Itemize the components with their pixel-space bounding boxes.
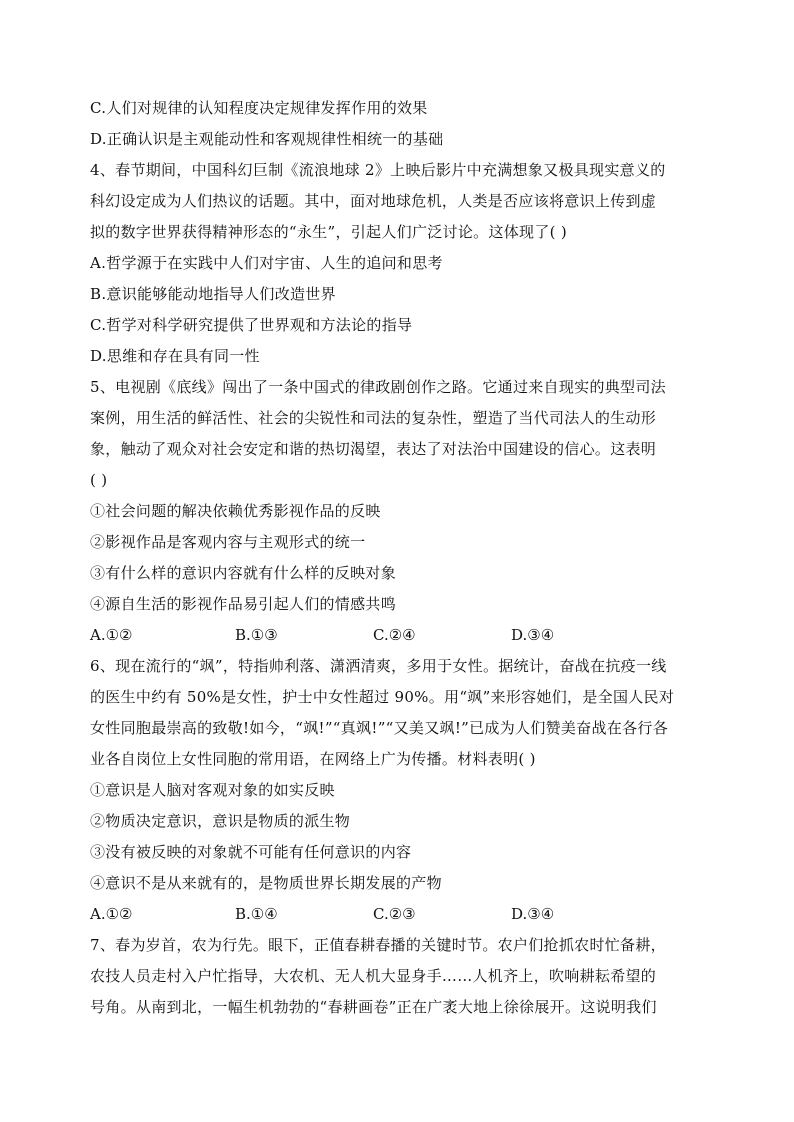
q6-choice-d: D.③④: [511, 905, 555, 923]
q6-item: ④意识不是从来就有的，是物质世界长期发展的产物: [90, 874, 442, 892]
q6-item: ①意识是人脑对客观对象的如实反映: [90, 781, 335, 799]
q5-item: ②影视作品是客观内容与主观形式的统一: [90, 533, 366, 551]
q6-stem-line: 的医生中约有 50%是女性，护士中女性超过 90%。用“飒”来形容她们，是全国人民对: [90, 688, 675, 706]
q6-stem-line: 女性同胞最崇高的致敬!如今，“飒!”“真飒!”“又美又飒!”已成为人们赞美奋战在各行各: [90, 719, 669, 737]
q3-option-d: D.正确认识是主观能动性和客观规律性相统一的基础: [90, 130, 444, 148]
q4-option-d: D.思维和存在具有同一性: [90, 347, 260, 365]
q6-item: ③没有被反映的对象就不可能有任何意识的内容: [90, 843, 412, 861]
q4-option-a: A.哲学源于在实践中人们对宇宙、人生的追问和思考: [90, 254, 443, 272]
q5-item: ④源自生活的影视作品易引起人们的情感共鸣: [90, 595, 397, 613]
q4-option-c: C.哲学对科学研究提供了世界观和方法论的指导: [90, 316, 413, 334]
q5-stem-line: 象，触动了观众对社会安定和谐的热切渴望，表达了对法治中国建设的信心。这表明: [90, 440, 657, 458]
q7-stem-line: 农技人员走村入户忙指导，大农机、无人机大显身手……人机齐上，吹响耕耘希望的: [90, 967, 657, 985]
q6-stem-line: 业各自岗位上女性同胞的常用语，在网络上广为传播。材料表明( ): [90, 750, 536, 768]
q5-stem-line: 5、电视剧《底线》闯出了一条中国式的律政剧创作之路。它通过来自现实的典型司法: [90, 378, 666, 396]
q5-choice-b: B.①③: [235, 626, 278, 644]
q5-item: ①社会问题的解决依赖优秀影视作品的反映: [90, 502, 381, 520]
q6-choice-c: C.②③: [373, 905, 416, 923]
q4-option-b: B.意识能够能动地指导人们改造世界: [90, 285, 336, 303]
q5-choice-c: C.②④: [373, 626, 416, 644]
q4-stem-line: 4、春节期间，中国科幻巨制《流浪地球 2》上映后影片中充满想象又极具现实意义的: [90, 161, 666, 179]
q7-stem-line: 号角。从南到北，一幅生机勃勃的“春耕画卷”正在广袤大地上徐徐展开。这说明我们: [90, 998, 657, 1016]
q5-choice-a: A.①②: [90, 626, 133, 644]
q5-choice-d: D.③④: [511, 626, 555, 644]
q7-stem-line: 7、春为岁首，农为行先。眼下，正值春耕春播的关键时节。农户们抢抓农时忙备耕，: [90, 936, 666, 954]
q5-stem-line: 案例，用生活的鲜活性、社会的尖锐性和司法的复杂性，塑造了当代司法人的生动形: [90, 409, 657, 427]
q6-choice-b: B.①④: [235, 905, 278, 923]
q6-choices: [90, 904, 710, 924]
q6-stem-line: 6、现在流行的“飒”，特指帅利落、潇洒清爽，多用于女性。据统计，奋战在抗疫一线: [90, 657, 667, 675]
q4-stem-line: 拟的数字世界获得精神形态的“永生”，引起人们广泛讨论。这体现了( ): [90, 223, 568, 241]
q5-item: ③有什么样的意识内容就有什么样的反映对象: [90, 564, 397, 582]
q6-item: ②物质决定意识，意识是物质的派生物: [90, 812, 351, 830]
q5-stem-line: ( ): [90, 471, 108, 489]
q6-choice-a: A.①②: [90, 905, 133, 923]
q3-option-c: C.人们对规律的认知程度决定规律发挥作用的效果: [90, 99, 428, 117]
q4-stem-line: 科幻设定成为人们热议的话题。其中，面对地球危机，人类是否应该将意识上传到虚: [90, 192, 657, 210]
q5-choices: [90, 625, 710, 645]
